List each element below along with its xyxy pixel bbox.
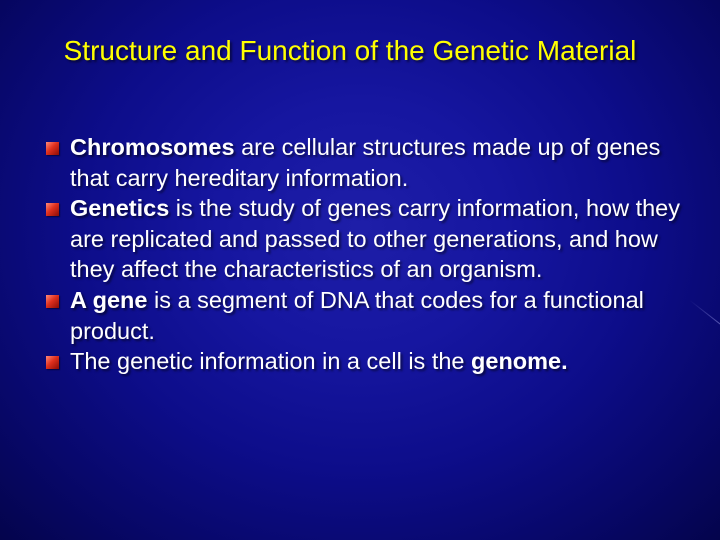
bullet-gene (42, 285, 702, 346)
bullet-text: is a segment of DNA that codes for a functional product. (70, 286, 644, 344)
bullet-text: are cellular structures made up of genes that carry hereditary information. (70, 134, 661, 191)
bullet-bold-lead: A gene (70, 286, 148, 313)
bullet-square-icon (46, 203, 59, 216)
slide-title: Structure and Function of the Genetic Material (63, 35, 637, 66)
bullet-bold-lead: Chromosomes (70, 134, 235, 160)
bullet-text: is the study of genes carry information, how they are replicated and passed to other generations, and how they affect the characteristics of an organism. (70, 195, 681, 283)
bullet-chromosomes (42, 132, 702, 193)
bullet-text: The genetic information in a cell is the (70, 348, 472, 375)
bullet-square-icon (46, 295, 59, 308)
bullet-genome (42, 346, 702, 377)
bullet-bold-tail: genome. (471, 348, 568, 375)
bullet-bold-lead: Genetics (70, 195, 170, 222)
bullet-square-icon (46, 142, 59, 155)
bullet-square-icon (46, 356, 59, 369)
bullet-list (42, 132, 702, 377)
bullet-genetics (42, 193, 702, 285)
